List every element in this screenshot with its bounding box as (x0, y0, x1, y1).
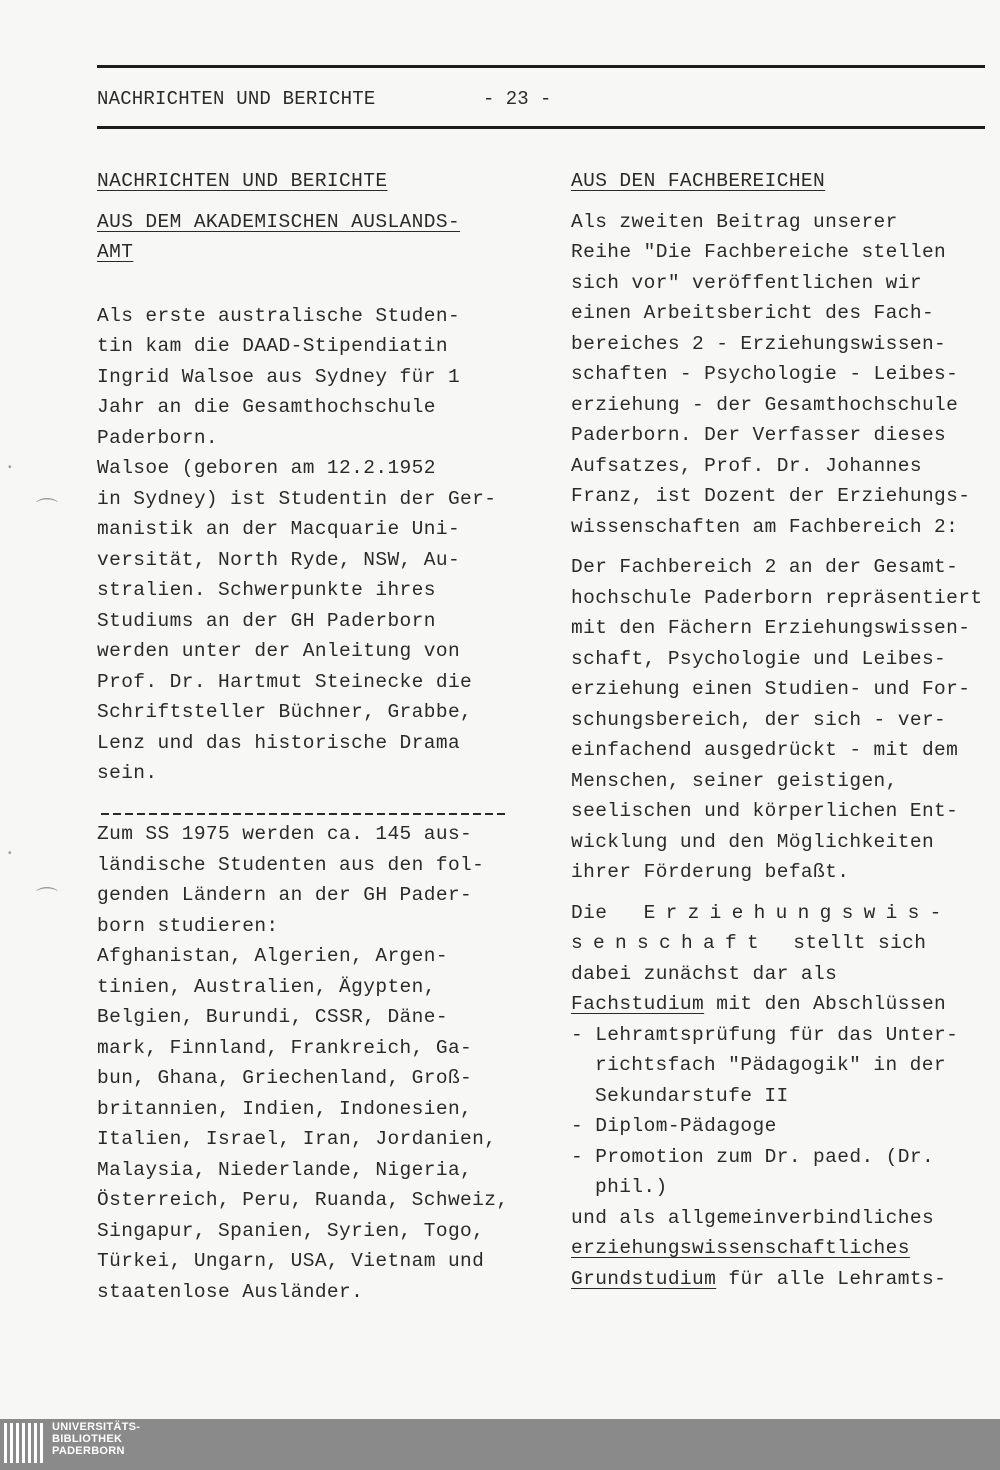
text-line: Italien, Israel, Iran, Jordanien, (97, 1128, 497, 1150)
text-line: born studieren: (97, 914, 279, 937)
text-line: Aufsatzes, Prof. Dr. Johannes (571, 454, 922, 477)
text-line: Prof. Dr. Hartmut Steinecke die (97, 670, 473, 693)
right-paragraph-1 (571, 207, 996, 543)
text-line: tin kam die DAAD-Stipendiatin (97, 335, 448, 357)
text-line: Türkei, Ungarn, USA, Vietnam und (97, 1250, 485, 1272)
text-line: stralien. Schwerpunkte ihres (97, 579, 436, 601)
text-line: Der Fachbereich 2 an der Gesamt- (571, 556, 959, 578)
scan-mark: • (8, 462, 12, 473)
right-paragraph-2 (571, 552, 996, 888)
grundstudium-term: Grundstudium (571, 1267, 717, 1290)
list-item-continuation: phil.) (595, 1176, 668, 1198)
logo-line: UNIVERSITÄTS- (52, 1421, 141, 1433)
text-line: einfachend ausgedrückt - mit dem (571, 739, 959, 761)
text-line: Paderborn. (97, 426, 219, 449)
text-line: bun, Ghana, Griechenland, Groß- (97, 1067, 473, 1089)
text-line: erziehung einen Studien- und For- (571, 678, 971, 700)
library-logo-text (52, 1421, 140, 1457)
text-line: britannien, Indien, Indonesien, (97, 1097, 473, 1120)
spaced-term-part-2: senschaft (571, 932, 770, 954)
text-line: schaften - Psychologie - Leibes- (571, 363, 959, 385)
list-item: - Diplom-Pädagoge (571, 1115, 777, 1137)
text-line: hochschule Paderborn repräsentiert (571, 586, 983, 609)
left-paragraph-2 (97, 819, 522, 1307)
left-column (97, 166, 522, 1307)
fachstudium-term: Fachstudium (571, 993, 705, 1015)
text-line: ländische Studenten aus den fol- (97, 853, 485, 876)
text-line: ihrer Förderung befaßt. (571, 861, 850, 883)
text-line: werden unter der Anleitung von (97, 640, 461, 662)
text-line (571, 928, 996, 959)
text-line: wissenschaften am Fachbereich 2: (571, 515, 959, 538)
text-line: manistik an der Macquarie Uni- (97, 518, 461, 540)
text-line: mark, Finnland, Frankreich, Ga- (97, 1036, 473, 1059)
grundstudium-rest: für alle Lehramts- (716, 1267, 947, 1290)
left-paragraph-1 (97, 301, 522, 789)
left-subtitle-line-2: AMT (97, 241, 134, 263)
fachstudium-rest: mit den Abschlüssen (704, 993, 947, 1015)
text-line: sein. (97, 762, 158, 784)
text-line: bereiches 2 - Erziehungswissen- (571, 332, 947, 355)
text-line: Österreich, Peru, Ruanda, Schweiz, (97, 1189, 509, 1211)
text-line: Walsoe (geboren am 12.2.1952 (97, 457, 436, 479)
text-line: tinien, Australien, Ägypten, (97, 975, 436, 998)
para3-after: stellt sich (793, 932, 927, 954)
list-item-continuation: richtsfach "Pädagogik" in der (595, 1054, 946, 1076)
header-top-rule (97, 65, 985, 68)
text-line: Studiums an der GH Paderborn (97, 609, 436, 632)
text-line (571, 898, 996, 929)
scan-mark: • (8, 848, 12, 859)
left-subtitle-line-1: AUS DEM AKADEMISCHEN AUSLANDS- (97, 210, 461, 233)
text-line: dabei zunächst dar als (571, 962, 838, 985)
page-number: - 23 - (483, 88, 552, 110)
spaced-term-part-1: Erziehungswis- (643, 901, 952, 924)
right-section-title: AUS DEN FACHBEREICHEN (571, 170, 826, 192)
text-line (571, 989, 996, 1020)
logo-line: PADERBORN (52, 1445, 125, 1457)
logo-line: BIBLIOTHEK (52, 1433, 123, 1445)
text-line: mit den Fächern Erziehungswissen- (571, 617, 971, 639)
text-line: Als zweiten Beitrag unserer (571, 210, 898, 233)
text-line: schaft, Psychologie und Leibes- (571, 647, 947, 670)
text-line: Als erste australische Studen- (97, 304, 461, 327)
text-line: wicklung und den Möglichkeiten (571, 830, 935, 853)
text-line: Franz, ist Dozent der Erziehungs- (571, 485, 971, 507)
text-line: erziehung - der Gesamthochschule (571, 393, 959, 416)
right-paragraph-3 (571, 898, 996, 1295)
text-line: Ingrid Walsoe aus Sydney für 1 (97, 365, 461, 388)
text-line: erziehungswissenschaftliches (571, 1237, 910, 1259)
dashed-separator (97, 789, 522, 820)
library-footer (0, 1419, 1000, 1470)
text-line: Paderborn. Der Verfasser dieses (571, 424, 947, 446)
left-section-title: NACHRICHTEN UND BERICHTE (97, 170, 388, 192)
para3-word: Die (571, 901, 608, 924)
scan-mark: ⌒ (36, 886, 59, 911)
text-line: Schriftsteller Büchner, Grabbe, (97, 701, 473, 723)
text-line: schungsbereich, der sich - ver- (571, 708, 947, 731)
text-line: Belgien, Burundi, CSSR, Däne- (97, 1006, 448, 1028)
text-line: staatenlose Ausländer. (97, 1280, 364, 1303)
scan-mark: ⌒ (36, 497, 59, 522)
right-column (571, 166, 996, 1294)
text-line: Jahr an die Gesamthochschule (97, 396, 436, 418)
text-line: sich vor" veröffentlichen wir (571, 271, 922, 294)
text-line: Malaysia, Niederlande, Nigeria, (97, 1158, 473, 1181)
running-header-title: NACHRICHTEN UND BERICHTE (97, 88, 376, 110)
text-line: Singapur, Spanien, Syrien, Togo, (97, 1219, 485, 1242)
text-line: Zum SS 1975 werden ca. 145 aus- (97, 823, 473, 845)
text-line: Menschen, seiner geistigen, (571, 769, 898, 792)
library-logo-icon (4, 1423, 44, 1463)
text-line: in Sydney) ist Studentin der Ger- (97, 487, 497, 510)
text-line: genden Ländern an der GH Pader- (97, 884, 473, 906)
text-line: Afghanistan, Algerien, Argen- (97, 945, 448, 967)
list-item: - Promotion zum Dr. paed. (Dr. (571, 1145, 935, 1168)
text-line: Lenz und das historische Drama (97, 731, 461, 754)
list-item-continuation: Sekundarstufe II (595, 1084, 789, 1107)
text-line: Reihe "Die Fachbereiche stellen (571, 241, 947, 263)
text-line: einen Arbeitsbericht des Fach- (571, 302, 935, 324)
list-item: - Lehramtsprüfung für das Unter- (571, 1023, 959, 1046)
text-line (571, 1264, 996, 1295)
text-line: und als allgemeinverbindliches (571, 1206, 935, 1229)
text-line: versität, North Ryde, NSW, Au- (97, 548, 461, 571)
header-bottom-rule (97, 126, 985, 129)
text-line: seelischen und körperlichen Ent- (571, 800, 959, 822)
